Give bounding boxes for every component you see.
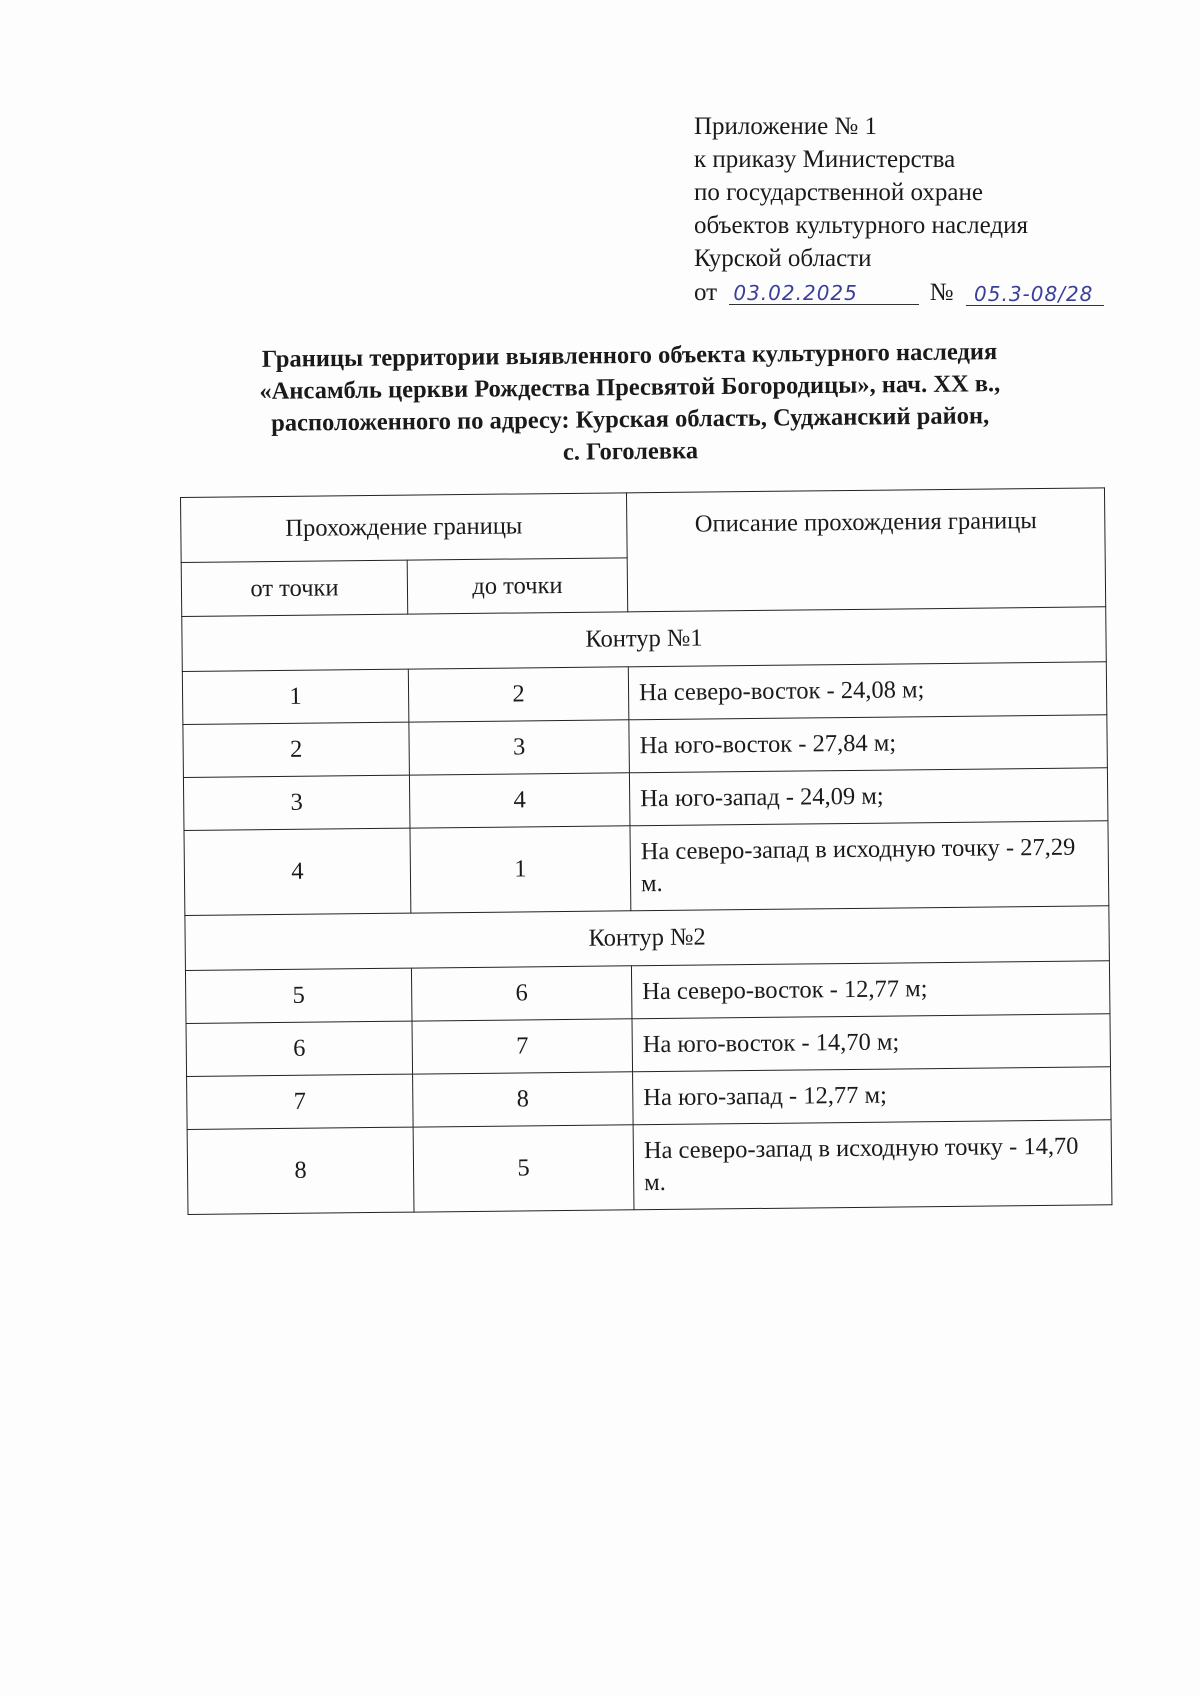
table-row <box>185 961 1110 1024</box>
table-row <box>182 662 1107 725</box>
contour-1-row <box>182 607 1107 672</box>
contour-1-label: Контур №1 <box>182 607 1107 672</box>
handwritten-number: 05.3-08/28 <box>966 283 1104 306</box>
to-point-cell: 5 <box>413 1125 634 1212</box>
table-row <box>187 1067 1112 1130</box>
appendix-approval-block <box>694 110 1114 309</box>
description-cell: На юго-восток - 27,84 м; <box>629 715 1108 773</box>
contour-2-row <box>185 906 1110 971</box>
to-point-cell: 4 <box>409 773 630 828</box>
description-cell: На северо-восток - 12,77 м; <box>631 961 1110 1019</box>
from-point-cell: 2 <box>183 722 410 777</box>
to-point-cell: 7 <box>412 1019 633 1074</box>
title-line-4: с. Гоголевка <box>562 437 699 466</box>
description-cell: На юго-запад - 24,09 м; <box>629 768 1108 826</box>
from-point-cell: 8 <box>187 1127 414 1214</box>
appendix-date-number-line <box>694 276 1114 309</box>
header-to-point: до точки <box>407 558 628 614</box>
to-point-cell: 1 <box>410 826 631 913</box>
appendix-region-line: Курской области <box>694 245 872 272</box>
from-point-cell: 3 <box>183 775 410 830</box>
from-point-cell: 4 <box>184 828 411 915</box>
to-point-cell: 2 <box>408 667 629 722</box>
from-point-cell: 1 <box>182 669 409 724</box>
appendix-heritage-line: объектов культурного наследия <box>694 212 1028 239</box>
description-cell: На юго-запад - 12,77 м; <box>633 1067 1112 1125</box>
to-point-cell: 3 <box>409 720 630 775</box>
table-row <box>183 715 1108 778</box>
title-line-3: расположенного по адресу: Курская область, Суджанский район, <box>271 402 990 437</box>
from-point-cell: 5 <box>185 968 412 1023</box>
boundary-table-wrapper <box>180 487 1111 1215</box>
description-cell: На северо-восток - 24,08 м; <box>628 662 1107 720</box>
date-label: от <box>694 279 718 306</box>
header-description: Описание прохождения границы <box>626 488 1105 612</box>
contour-2-label: Контур №2 <box>185 906 1110 971</box>
appendix-ministry-line: по государственной охране <box>694 179 984 206</box>
header-passage: Прохождение границы <box>181 493 628 563</box>
table-row <box>186 1014 1111 1077</box>
document-title <box>169 335 1090 473</box>
table-row <box>187 1120 1112 1215</box>
table-row <box>184 821 1109 916</box>
appendix-number: Приложение № 1 <box>694 113 878 140</box>
from-point-cell: 7 <box>187 1074 414 1129</box>
to-point-cell: 6 <box>411 966 632 1021</box>
from-point-cell: 6 <box>186 1021 413 1076</box>
title-line-1: Границы территории выявленного объекта культурного наследия <box>261 338 998 373</box>
title-line-2: «Ансамбль церкви Рождества Пресвятой Богородицы», нач. XX в., <box>259 370 1001 405</box>
description-cell: На северо-запад в исходную точку - 14,70 м. <box>633 1120 1112 1210</box>
boundary-table <box>180 487 1112 1215</box>
header-from-point: от точки <box>181 560 408 616</box>
table-row <box>183 768 1108 831</box>
handwritten-date: 03.02.2025 <box>729 282 919 305</box>
appendix-order-line: к приказу Министерства <box>694 146 956 173</box>
description-cell: На северо-запад в исходную точку - 27,29 м. <box>630 821 1109 911</box>
table-header-row <box>181 488 1106 563</box>
description-cell: На юго-восток - 14,70 м; <box>632 1014 1111 1072</box>
number-label: № <box>929 279 954 306</box>
to-point-cell: 8 <box>413 1072 634 1127</box>
